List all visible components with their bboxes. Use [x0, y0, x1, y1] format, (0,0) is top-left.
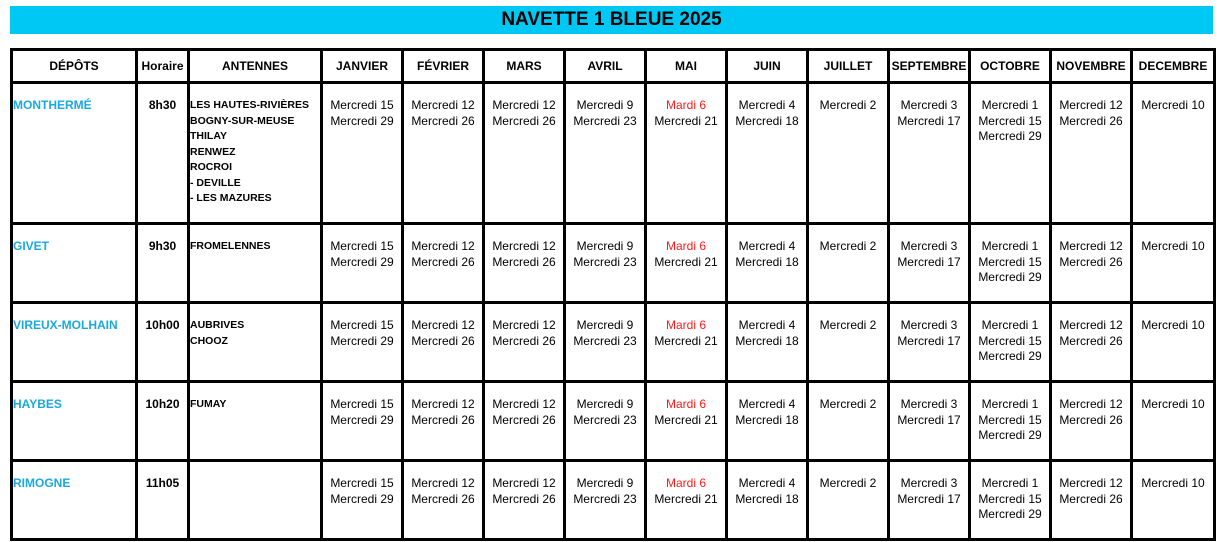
- date-item: Mercredi 9: [576, 98, 634, 112]
- month-cell-janvier: [322, 224, 403, 303]
- date-item: Mercredi 26: [492, 333, 556, 348]
- page-title: NAVETTE 1 BLEUE 2025: [10, 6, 1213, 34]
- antennes-cell: [189, 224, 322, 303]
- date-item: Mercredi 2: [819, 98, 877, 112]
- date-item: Mercredi 29: [330, 333, 394, 348]
- date-item: Mercredi 4: [738, 318, 796, 332]
- date-item: Mercredi 1: [981, 98, 1039, 112]
- date-item: Mercredi 10: [1141, 397, 1205, 411]
- month-cell-juin: [727, 83, 808, 224]
- date-item: Mercredi 23: [573, 412, 637, 427]
- date-item: Mercredi 26: [411, 412, 475, 427]
- month-cell-septembre: [889, 303, 970, 382]
- date-item: Mercredi 1: [981, 318, 1039, 332]
- date-item: Mercredi 26: [1059, 491, 1123, 506]
- date-item: Mercredi 26: [492, 254, 556, 269]
- month-cell-juin: [727, 303, 808, 382]
- date-item: Mercredi 12: [492, 98, 556, 112]
- date-item: Mercredi 29: [978, 428, 1042, 442]
- horaire-cell: 11h05: [137, 461, 189, 540]
- antennes-cell: [189, 382, 322, 461]
- date-item: Mercredi 3: [900, 476, 958, 490]
- date-item: Mercredi 17: [897, 254, 961, 269]
- month-cell-mai: [646, 224, 727, 303]
- date-item: Mercredi 12: [411, 98, 475, 112]
- date-item: Mercredi 9: [576, 397, 634, 411]
- date-item: Mercredi 3: [900, 318, 958, 332]
- month-cell-septembre: [889, 83, 970, 224]
- table-row: [12, 83, 1215, 224]
- month-cell-juin: [727, 382, 808, 461]
- month-cell-janvier: [322, 83, 403, 224]
- month-cell-avril: [565, 83, 646, 224]
- date-item: Mercredi 26: [1059, 333, 1123, 348]
- month-cell-mai: [646, 83, 727, 224]
- table-row: [12, 382, 1215, 461]
- header-month-septembre: SEPTEMBRE: [889, 50, 970, 83]
- date-item: Mercredi 3: [900, 397, 958, 411]
- horaire-cell: 9h30: [137, 224, 189, 303]
- month-cell-juin: [727, 461, 808, 540]
- month-cell-fevrier: [403, 83, 484, 224]
- date-item: Mercredi 29: [978, 270, 1042, 284]
- date-item: Mercredi 17: [897, 412, 961, 427]
- date-item: Mercredi 17: [897, 333, 961, 348]
- month-cell-janvier: [322, 303, 403, 382]
- month-cell-fevrier: [403, 382, 484, 461]
- date-item: Mercredi 26: [492, 412, 556, 427]
- header-month-mars: MARS: [484, 50, 565, 83]
- date-item: Mercredi 15: [978, 113, 1042, 128]
- depot-cell: MONTHERMÉ: [12, 83, 137, 224]
- month-cell-octobre: [970, 83, 1051, 224]
- date-item: Mercredi 23: [573, 254, 637, 269]
- antenne-item: AUBRIVES: [190, 319, 245, 331]
- month-cell-juin: [727, 224, 808, 303]
- date-item: Mercredi 1: [981, 239, 1039, 253]
- date-item: Mercredi 12: [492, 476, 556, 490]
- date-item: Mercredi 17: [897, 113, 961, 128]
- header-month-juillet: JUILLET: [808, 50, 889, 83]
- depot-cell: RIMOGNE: [12, 461, 137, 540]
- month-cell-juillet: [808, 303, 889, 382]
- date-item: Mercredi 15: [330, 476, 394, 490]
- month-cell-decembre: [1132, 224, 1215, 303]
- month-cell-avril: [565, 382, 646, 461]
- date-item: Mercredi 29: [978, 349, 1042, 363]
- date-item: Mercredi 18: [735, 254, 799, 269]
- date-item: Mercredi 12: [411, 318, 475, 332]
- month-cell-mai: [646, 382, 727, 461]
- month-cell-octobre: [970, 303, 1051, 382]
- month-cell-novembre: [1051, 461, 1132, 540]
- header-depots: DÉPÔTS: [12, 50, 137, 83]
- date-item: Mercredi 26: [1059, 412, 1123, 427]
- date-item: Mercredi 4: [738, 239, 796, 253]
- date-item: Mercredi 2: [819, 318, 877, 332]
- month-cell-mars: [484, 461, 565, 540]
- date-item: Mercredi 21: [654, 412, 718, 427]
- month-cell-mai: [646, 303, 727, 382]
- table-row: [12, 303, 1215, 382]
- month-cell-mars: [484, 224, 565, 303]
- depot-cell: VIREUX-MOLHAIN: [12, 303, 137, 382]
- date-item: Mercredi 12: [411, 239, 475, 253]
- month-cell-mars: [484, 382, 565, 461]
- date-item: Mercredi 4: [738, 397, 796, 411]
- date-item: Mercredi 2: [819, 239, 877, 253]
- date-item: Mercredi 15: [330, 98, 394, 112]
- table-row: [12, 224, 1215, 303]
- date-item: Mercredi 4: [738, 98, 796, 112]
- header-month-mai: MAI: [646, 50, 727, 83]
- date-item: Mercredi 26: [411, 113, 475, 128]
- date-item: Mercredi 2: [819, 476, 877, 490]
- date-item: Mercredi 12: [492, 318, 556, 332]
- header-month-decembre: DECEMBRE: [1132, 50, 1215, 83]
- date-item: Mercredi 21: [654, 491, 718, 506]
- date-item: Mercredi 1: [981, 476, 1039, 490]
- date-item: Mercredi 9: [576, 318, 634, 332]
- date-item: Mercredi 12: [1059, 239, 1123, 253]
- table-row: [12, 461, 1215, 540]
- header-month-octobre: OCTOBRE: [970, 50, 1051, 83]
- date-item: Mercredi 12: [1059, 476, 1123, 490]
- month-cell-novembre: [1051, 303, 1132, 382]
- horaire-cell: 8h30: [137, 83, 189, 224]
- date-item: Mercredi 1: [981, 397, 1039, 411]
- month-cell-avril: [565, 224, 646, 303]
- month-cell-fevrier: [403, 303, 484, 382]
- month-cell-novembre: [1051, 224, 1132, 303]
- date-item: Mercredi 15: [978, 254, 1042, 269]
- date-item: Mercredi 26: [411, 333, 475, 348]
- date-item-highlighted: Mardi 6: [665, 98, 706, 112]
- antenne-item: THILAY: [190, 130, 227, 142]
- depot-cell: GIVET: [12, 224, 137, 303]
- date-item: Mercredi 26: [492, 113, 556, 128]
- date-item: Mercredi 12: [1059, 318, 1123, 332]
- month-cell-fevrier: [403, 224, 484, 303]
- date-item-highlighted: Mardi 6: [665, 318, 706, 332]
- month-cell-janvier: [322, 382, 403, 461]
- header-month-janvier: JANVIER: [322, 50, 403, 83]
- header-horaire: Horaire: [137, 50, 189, 83]
- date-item: Mercredi 15: [330, 239, 394, 253]
- month-cell-octobre: [970, 224, 1051, 303]
- header-month-juin: JUIN: [727, 50, 808, 83]
- date-item: Mercredi 12: [411, 397, 475, 411]
- month-cell-juillet: [808, 224, 889, 303]
- date-item-highlighted: Mardi 6: [665, 397, 706, 411]
- month-cell-decembre: [1132, 83, 1215, 224]
- antennes-cell: [189, 461, 322, 540]
- date-item: Mercredi 2: [819, 397, 877, 411]
- header-month-fevrier: FÉVRIER: [403, 50, 484, 83]
- date-item: Mercredi 12: [492, 239, 556, 253]
- antenne-item: CHOOZ: [190, 334, 228, 347]
- date-item-highlighted: Mardi 6: [665, 239, 706, 253]
- antenne-item: FROMELENNES: [190, 240, 271, 252]
- month-cell-mars: [484, 303, 565, 382]
- date-item: Mercredi 29: [978, 129, 1042, 143]
- date-item: Mercredi 29: [330, 412, 394, 427]
- date-item: Mercredi 17: [897, 491, 961, 506]
- date-item: Mercredi 12: [411, 476, 475, 490]
- date-item: Mercredi 29: [330, 491, 394, 506]
- date-item: Mercredi 15: [978, 491, 1042, 506]
- date-item: Mercredi 18: [735, 333, 799, 348]
- horaire-cell: 10h20: [137, 382, 189, 461]
- date-item-highlighted: Mardi 6: [665, 476, 706, 490]
- month-cell-decembre: [1132, 461, 1215, 540]
- date-item: Mercredi 15: [330, 397, 394, 411]
- month-cell-avril: [565, 303, 646, 382]
- header-month-novembre: NOVEMBRE: [1051, 50, 1132, 83]
- date-item: Mercredi 18: [735, 491, 799, 506]
- antenne-item: BOGNY-SUR-MEUSE: [190, 114, 295, 127]
- date-item: Mercredi 23: [573, 113, 637, 128]
- date-item: Mercredi 26: [411, 254, 475, 269]
- schedule-table: [10, 48, 1216, 541]
- date-item: Mercredi 29: [330, 113, 394, 128]
- date-item: Mercredi 26: [411, 491, 475, 506]
- date-item: Mercredi 18: [735, 412, 799, 427]
- date-item: Mercredi 26: [1059, 113, 1123, 128]
- header-row: [12, 50, 1215, 83]
- date-item: Mercredi 26: [1059, 254, 1123, 269]
- date-item: Mercredi 21: [654, 333, 718, 348]
- antenne-item: - DEVILLE: [190, 176, 241, 189]
- date-item: Mercredi 29: [330, 254, 394, 269]
- date-item: Mercredi 10: [1141, 476, 1205, 490]
- date-item: Mercredi 3: [900, 239, 958, 253]
- date-item: Mercredi 21: [654, 254, 718, 269]
- month-cell-septembre: [889, 382, 970, 461]
- antenne-item: RENWEZ: [190, 145, 236, 158]
- month-cell-mars: [484, 83, 565, 224]
- month-cell-septembre: [889, 224, 970, 303]
- depot-cell: HAYBES: [12, 382, 137, 461]
- date-item: Mercredi 3: [900, 98, 958, 112]
- antennes-cell: [189, 303, 322, 382]
- antenne-item: LES HAUTES-RIVIÈRES: [190, 99, 310, 111]
- date-item: Mercredi 23: [573, 491, 637, 506]
- month-cell-novembre: [1051, 382, 1132, 461]
- date-item: Mercredi 15: [330, 318, 394, 332]
- month-cell-octobre: [970, 382, 1051, 461]
- month-cell-mai: [646, 461, 727, 540]
- antenne-item: - LES MAZURES: [190, 192, 272, 204]
- date-item: Mercredi 9: [576, 239, 634, 253]
- date-item: Mercredi 10: [1141, 239, 1205, 253]
- date-item: Mercredi 18: [735, 113, 799, 128]
- date-item: Mercredi 15: [978, 412, 1042, 427]
- date-item: Mercredi 29: [978, 507, 1042, 521]
- month-cell-novembre: [1051, 83, 1132, 224]
- header-month-avril: AVRIL: [565, 50, 646, 83]
- date-item: Mercredi 10: [1141, 98, 1205, 112]
- date-item: Mercredi 10: [1141, 318, 1205, 332]
- date-item: Mercredi 4: [738, 476, 796, 490]
- date-item: Mercredi 23: [573, 333, 637, 348]
- month-cell-decembre: [1132, 303, 1215, 382]
- month-cell-avril: [565, 461, 646, 540]
- date-item: Mercredi 26: [492, 491, 556, 506]
- header-antennes: ANTENNES: [189, 50, 322, 83]
- month-cell-juillet: [808, 382, 889, 461]
- month-cell-decembre: [1132, 382, 1215, 461]
- date-item: Mercredi 12: [1059, 397, 1123, 411]
- month-cell-octobre: [970, 461, 1051, 540]
- month-cell-janvier: [322, 461, 403, 540]
- month-cell-septembre: [889, 461, 970, 540]
- date-item: Mercredi 12: [492, 397, 556, 411]
- month-cell-juillet: [808, 83, 889, 224]
- date-item: Mercredi 9: [576, 476, 634, 490]
- month-cell-juillet: [808, 461, 889, 540]
- antenne-item: FUMAY: [190, 398, 227, 410]
- date-item: Mercredi 21: [654, 113, 718, 128]
- date-item: Mercredi 12: [1059, 98, 1123, 112]
- horaire-cell: 10h00: [137, 303, 189, 382]
- antenne-item: ROCROI: [190, 161, 232, 173]
- month-cell-fevrier: [403, 461, 484, 540]
- antennes-cell: [189, 83, 322, 224]
- date-item: Mercredi 15: [978, 333, 1042, 348]
